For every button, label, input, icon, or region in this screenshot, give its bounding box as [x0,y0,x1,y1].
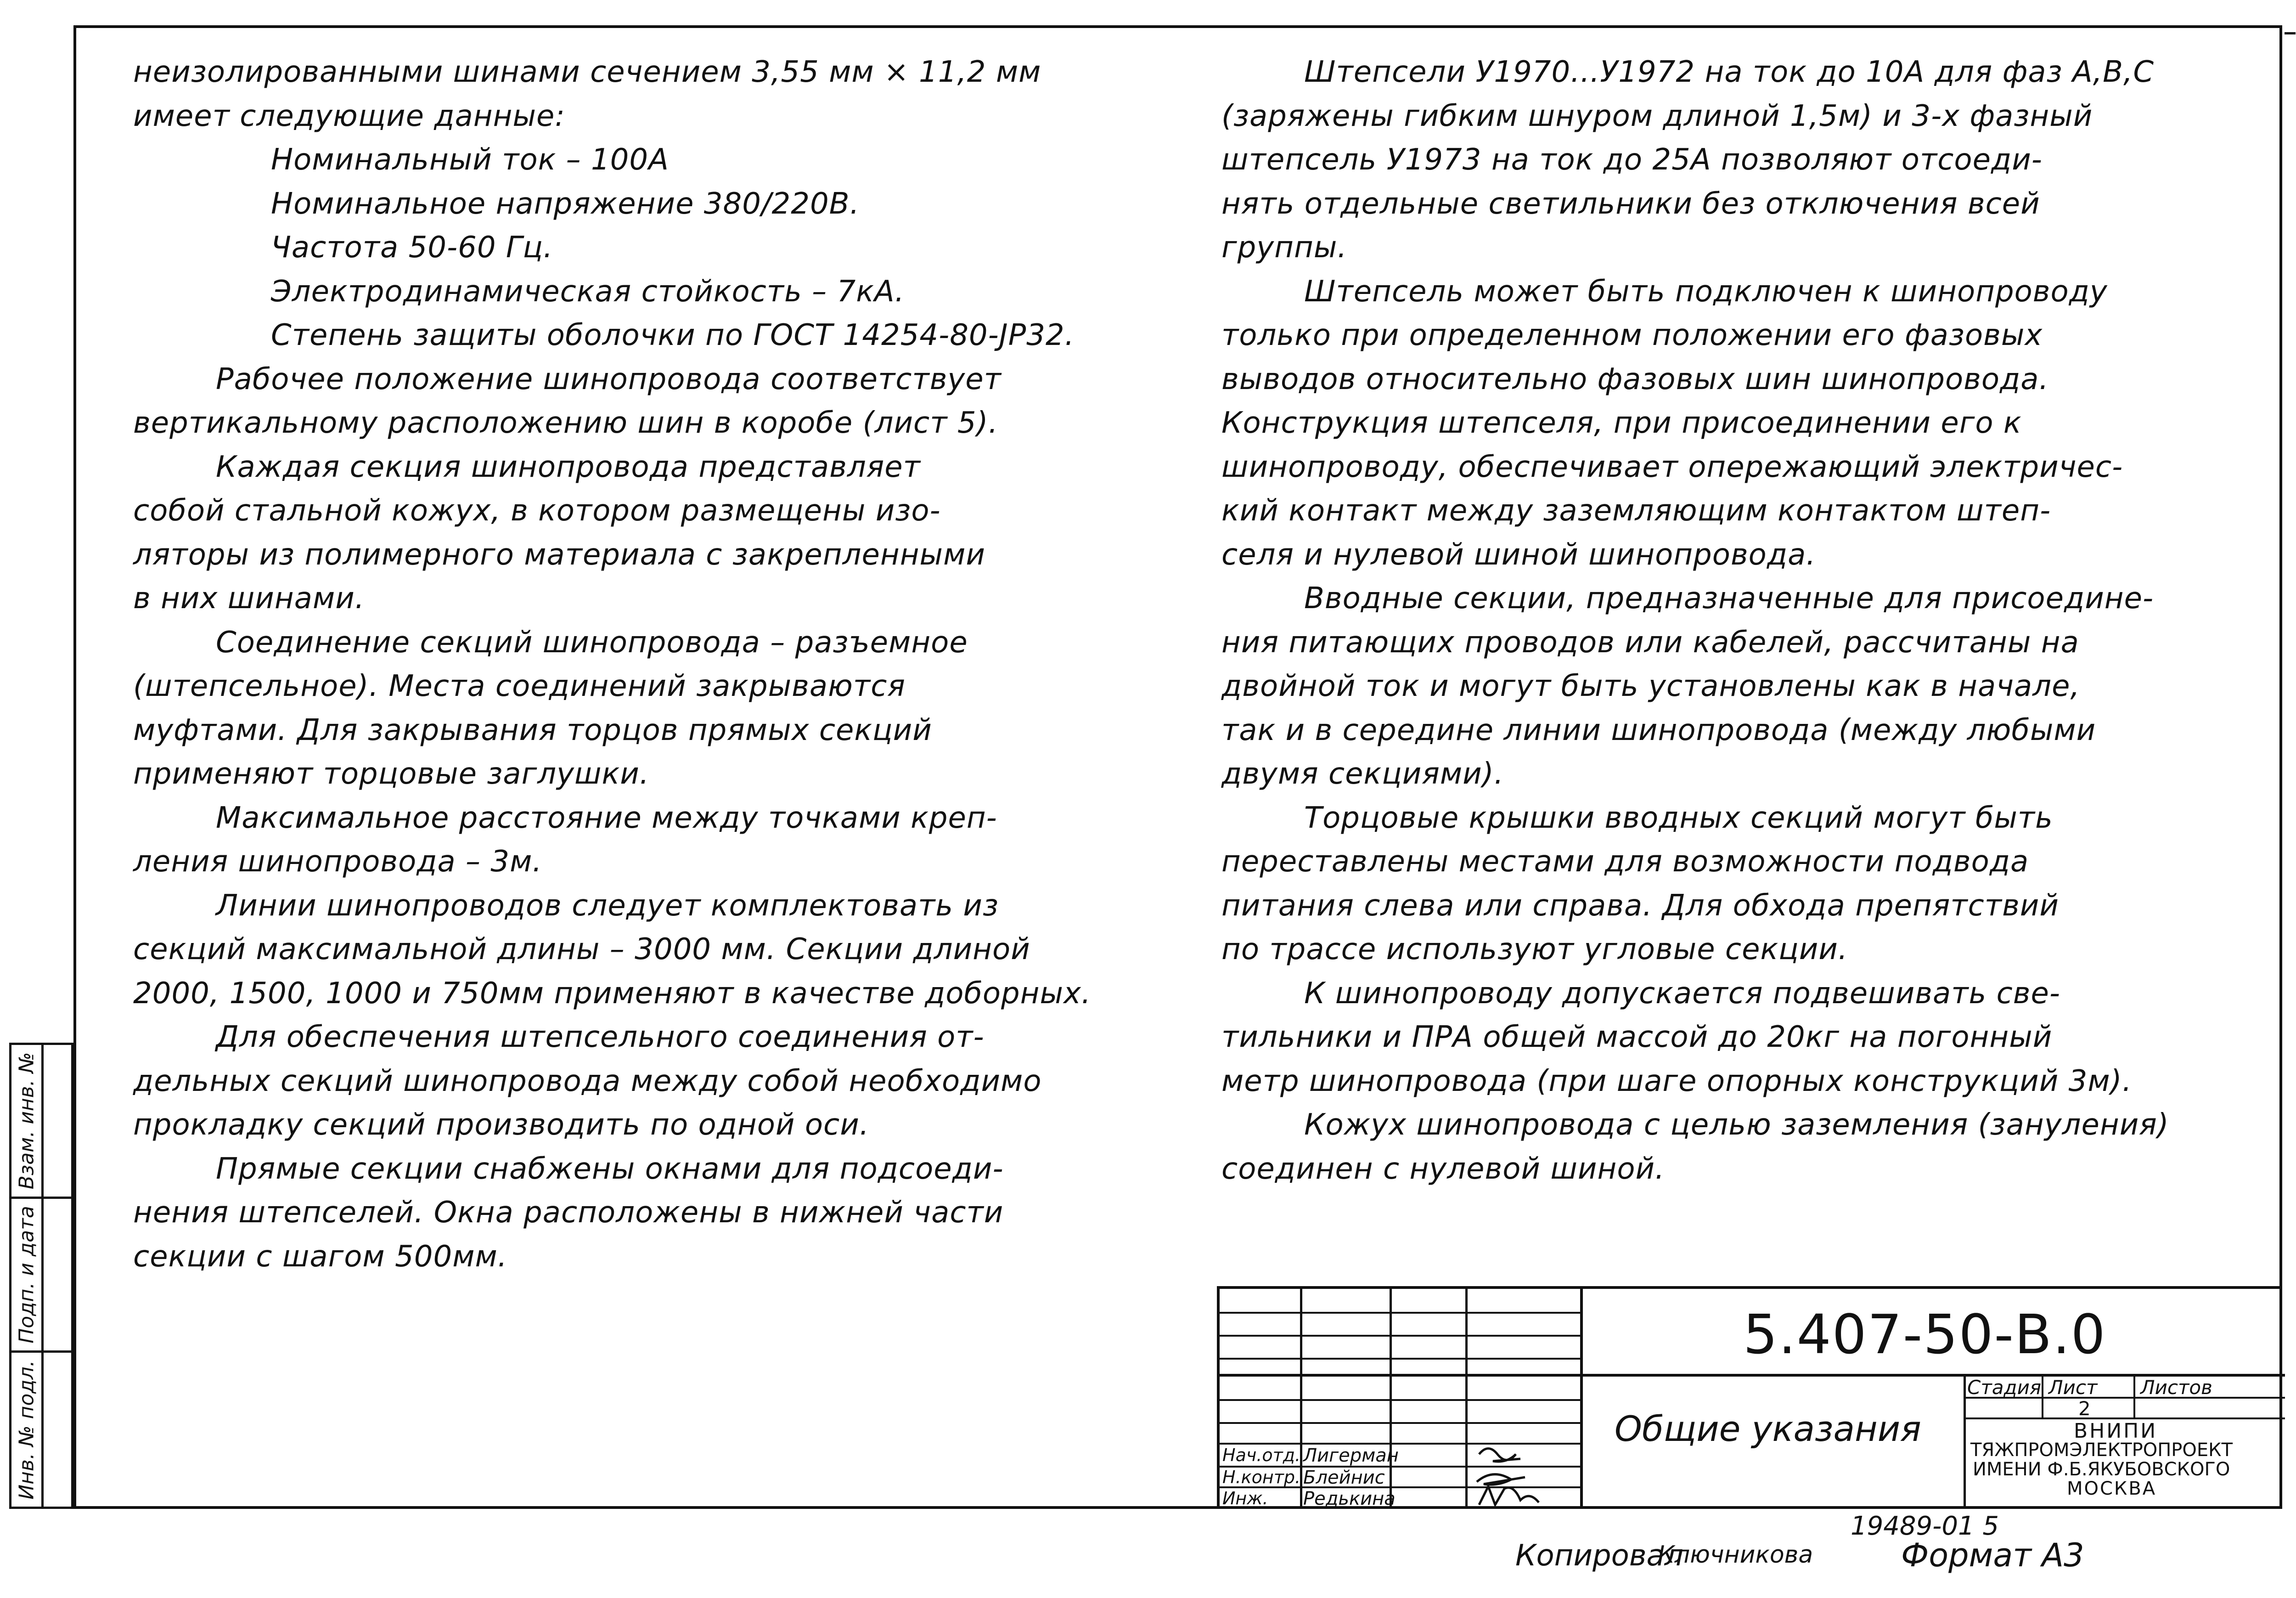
text-line: (штепсельное). Места соединений закрываются [133,669,906,703]
left-text-column [133,51,1120,1279]
org-line-2: ТЯЖПРОМЭЛЕКТРОПРОЕКТ [1970,1440,2233,1461]
text-line: селя и нулевой шиной шинопровода. [1221,537,1816,572]
text-line: Для обеспечения штепсельного соединения от- [216,1020,985,1054]
side-label-column [11,1045,44,1507]
listov-label: Листов [2140,1376,2212,1399]
text-line: Степень защиты оболочки по ГОСТ 14254-80-ЈР32. [271,318,1075,352]
text-line: Штепсели У1970...У1972 на ток до 10А для фаз А,В,С [1304,55,2154,89]
inventory-number: 19489-01 5 [1851,1511,1999,1541]
text-line: собой стальной кожух, в котором размещены изо- [133,494,941,528]
side-approval-strip [9,1043,73,1509]
text-line: К шинопроводу допускается подвешивать све- [1304,976,2060,1011]
name-bleynis: Блейнис [1303,1467,1385,1488]
text-line: переставлены местами для возможности подвода [1221,845,2029,879]
sheet-number: 2 [2078,1397,2091,1420]
text-line: вертикальному расположению шин в коробе (лист 5). [133,406,998,440]
role-nach-otd: Нач.отд. [1222,1445,1301,1465]
text-line: Кожух шинопровода с целью заземления (зануления) [1304,1108,2169,1142]
text-line: Номинальное напряжение 380/220В. [271,186,860,221]
podp-data-label: Подп. и дата [15,1206,38,1344]
text-line: только при определенном положении его фазовых [1221,318,2043,352]
vzam-inv-label: Взам. инв. № [15,1052,38,1190]
text-line: применяют торцовые заглушки. [133,757,650,791]
right-text-column [1221,51,2232,1191]
text-line: по трассе используют угловые секции. [1221,932,1848,966]
format-label: Формат А3 [1901,1536,2084,1574]
copied-label: Копировал [1515,1539,1683,1573]
stadiya-label: Стадия [1967,1376,2042,1399]
text-line: ляторы из полимерного материала с закрепленными [133,537,985,572]
text-line: ния питающих проводов или кабелей, рассчитаны на [1221,625,2079,660]
org-line-1: ВНИПИ [2074,1419,2158,1443]
text-line: (заряжены гибким шнуром длиной 1,5м) и 3-х фазный [1221,99,2093,133]
text-line: Каждая секция шинопровода представляет [216,450,921,484]
text-line: штепсель У1973 на ток до 25А позволяют отсоеди- [1221,143,2043,177]
text-line: секций максимальной длины – 3000 мм. Секции длиной [133,932,1030,966]
title-block [1217,1286,2282,1509]
text-line: Частота 50-60 Гц. [271,231,553,265]
text-line: метр шинопровода (при шаге опорных конструкций 3м). [1221,1064,2132,1098]
org-line-3: ИМЕНИ Ф.Б.ЯКУБОВСКОГО [1973,1459,2230,1480]
text-line: Штепсель может быть подключен к шинопроводу [1304,274,2108,309]
inv-podl-label: Инв. № подл. [15,1360,38,1500]
text-line: двумя секциями). [1221,757,1504,791]
text-line: Торцовые крышки вводных секций могут быть [1304,801,2053,835]
text-line: Конструкция штепселя, при присоединении его к [1221,406,2022,440]
text-line: муфтами. Для закрывания торцов прямых секций [133,713,932,747]
name-redkina: Редькина [1303,1488,1396,1509]
text-line: ления шинопровода – 3м. [133,845,542,879]
document-code: 5.407-50-В.0 [1743,1303,2106,1366]
text-line: Вводные секции, предназначенные для присоедине- [1304,582,2154,615]
text-line: выводов относительно фазовых шин шинопровода. [1221,362,2049,396]
text-line: нять отдельные светильники без отключения всей [1221,186,2040,221]
document-title: Общие указания [1615,1408,1921,1449]
text-line: неизолированными шинами сечением 3,55 мм × 11,2 мм [133,55,1041,89]
text-line: Линии шинопроводов следует комплектовать из [216,888,999,923]
text-line: в них шинами. [133,582,365,615]
text-line: Электродинамическая стойкость – 7кА. [271,274,905,309]
text-line: Номинальный ток – 100А [271,143,669,177]
text-line: двойной ток и могут быть установлены как в начале, [1221,669,2080,703]
text-line: нения штепселей. Окна расположены в нижней части [133,1196,1004,1230]
text-line: так и в середине линии шинопровода (между любыми [1221,713,2096,747]
text-line: имеет следующие данные: [133,99,565,133]
list-label: Лист [2048,1376,2098,1399]
text-line: 2000, 1500, 1000 и 750мм применяют в качестве доборных. [133,976,1092,1011]
text-line: питания слева или справа. Для обхода препятствий [1221,888,2059,923]
name-ligerman: Лигерман [1303,1445,1399,1466]
org-line-4: МОСКВА [2067,1478,2157,1499]
text-line: секции с шагом 500мм. [133,1239,508,1274]
text-line: Рабочее положение шинопровода соответствует [216,362,1002,396]
text-line: соединен с нулевой шиной. [1221,1152,1665,1186]
text-line: кий контакт между заземляющим контактом штеп- [1221,494,2051,528]
text-line: тильники и ПРА общей массой до 20кг на погонный [1221,1020,2053,1054]
signature-marks [1470,1440,1578,1509]
text-line: Соединение секций шинопровода – разъемное [216,625,968,660]
text-line: шинопроводу, обеспечивает опережающий электричес- [1221,450,2123,484]
role-inzh: Инж. [1222,1488,1268,1508]
corner-mark [2285,32,2296,43]
copier-name: Ключникова [1658,1541,1813,1569]
role-n-kontr: Н.контр. [1222,1467,1301,1487]
text-line: дельных секций шинопровода между собой необходимо [133,1064,1042,1098]
text-line: группы. [1221,231,1347,265]
text-line: Максимальное расстояние между точками креп- [216,801,997,835]
text-line: прокладку секций производить по одной оси. [133,1108,870,1142]
text-line: Прямые секции снабжены окнами для подсоеди- [216,1152,1004,1186]
